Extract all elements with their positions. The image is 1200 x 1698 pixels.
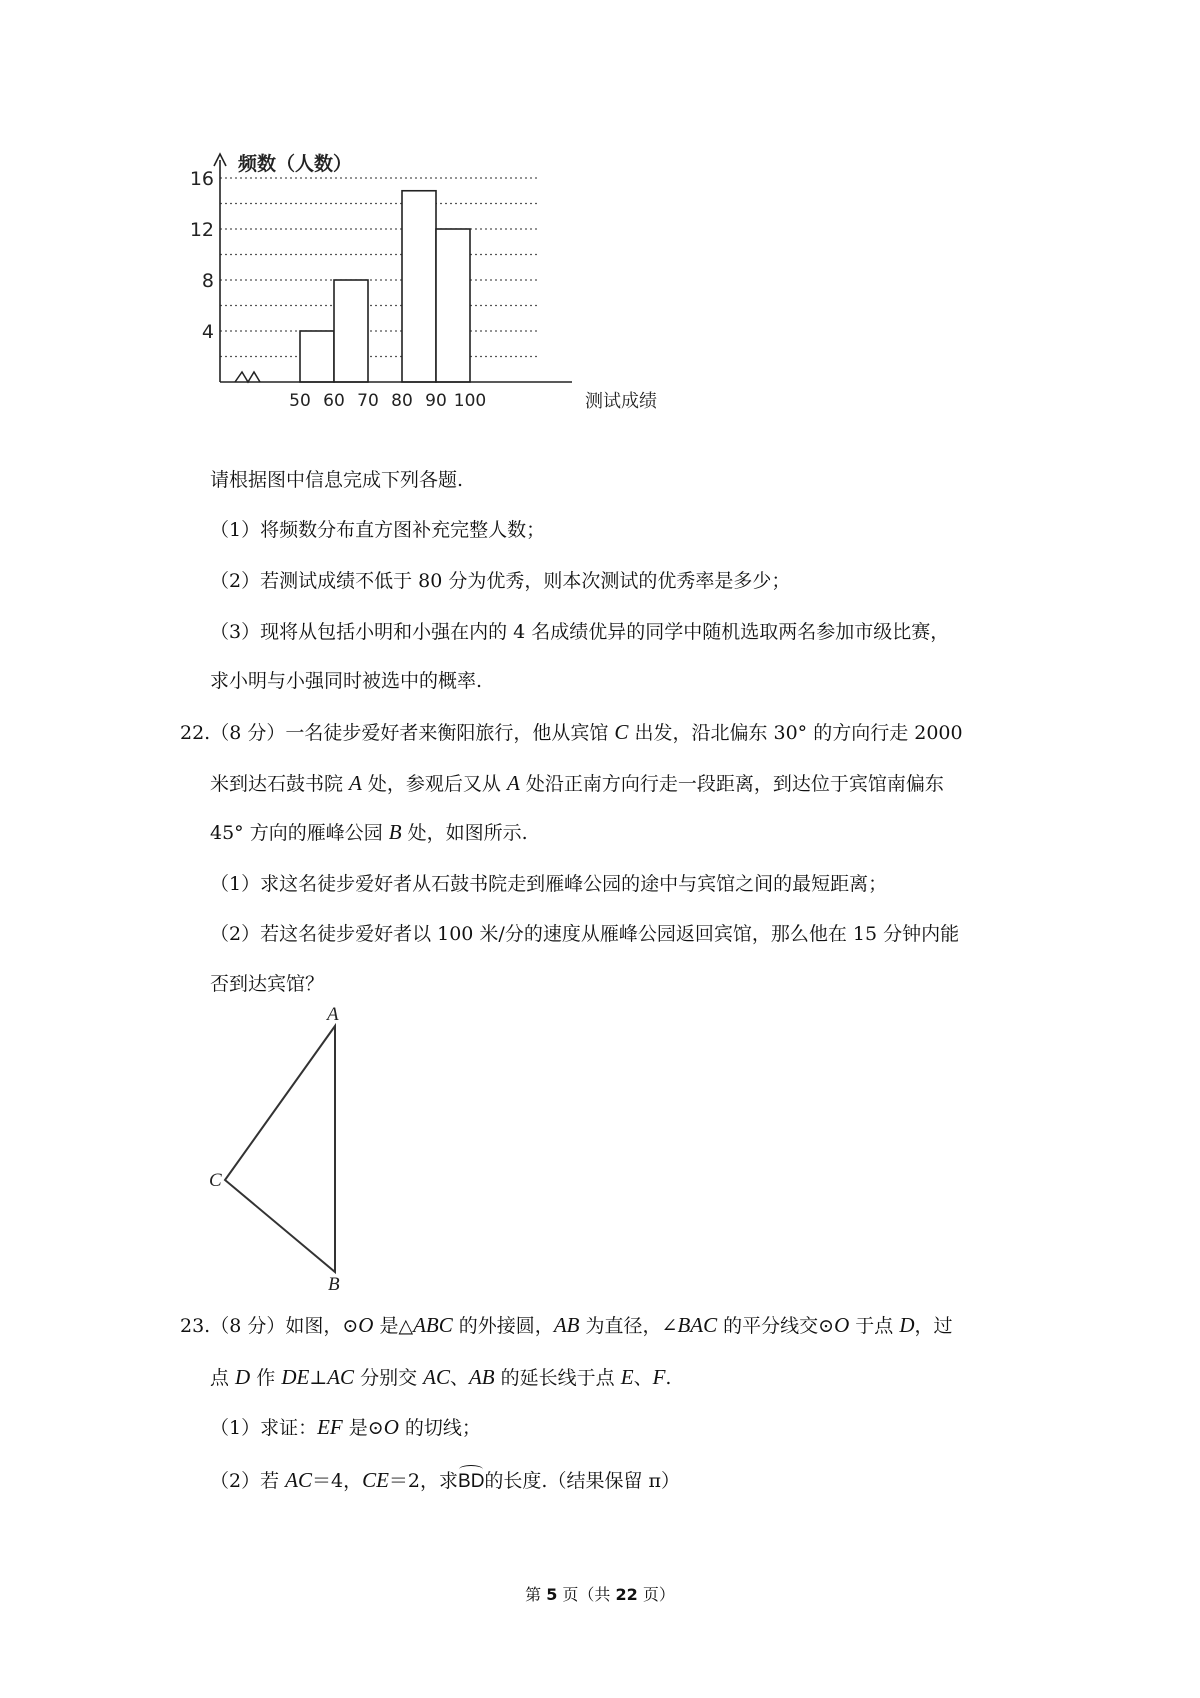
q23-t6: 于点	[849, 1315, 900, 1337]
y-axis-label: 频数（人数）	[238, 153, 353, 175]
q23-l2-t8: .	[665, 1367, 672, 1389]
q23-p1-t3: 的切线；	[398, 1417, 481, 1439]
q23-l2-var-AC2: AC	[423, 1365, 450, 1389]
q23-t2: 是△	[373, 1315, 414, 1337]
q23-p2-t4: 的长度.（结果保留 π）	[484, 1470, 680, 1492]
q22-line3-text-b: 处，如图所示.	[401, 822, 528, 844]
q23-var-O: O	[358, 1313, 374, 1337]
q22-line2	[210, 771, 944, 796]
q23-p2-var-AC: AC	[285, 1468, 312, 1492]
bar-90-100	[436, 229, 470, 382]
q21-part1: （1）将频数分布直方图补充完整人数；	[210, 519, 546, 541]
q23-part2	[210, 1468, 680, 1494]
q23-var-D: D	[899, 1313, 915, 1337]
q23-l2-var-D: D	[235, 1365, 251, 1389]
footer-total-pages: 22	[615, 1585, 638, 1604]
q23-l2-t7: 、	[633, 1367, 653, 1389]
q21-part3-line1: （3）现将从包括小明和小强在内的 4 名成绩优异的同学中随机选取两名参加市级比赛，	[210, 621, 950, 643]
x-tick-labels	[289, 391, 486, 411]
q23-l2-t6: 的延长线于点	[494, 1367, 621, 1389]
q22-line3-text-a: 45° 方向的雁峰公园	[210, 822, 389, 844]
q23-l2-var-DE: DE	[281, 1365, 310, 1389]
q22-line1	[180, 720, 963, 745]
q23-l2-var-F: F	[652, 1365, 666, 1389]
q23-p2-t3: ＝2，求	[388, 1470, 459, 1492]
x-axis-label: 测试成绩	[585, 391, 657, 412]
q23-t1: 23.（8 分）如图，⊙	[180, 1315, 359, 1337]
q22-line2-text-c: 处沿正南方向行走一段距离，到达位于宾馆南偏东	[519, 773, 944, 795]
y-tick-16: 16	[189, 168, 214, 190]
q23-part1	[210, 1415, 481, 1440]
q22-var-A: A	[349, 771, 362, 795]
footer-pre: 第	[525, 1585, 547, 1604]
q22-part2-line2: 否到达宾馆？	[210, 973, 325, 995]
x-tick-90: 90	[425, 391, 447, 411]
q22-line1-text-b: 出发，沿北偏东 30° 的方向行走 2000	[628, 722, 963, 744]
q23-l2-var-E: E	[620, 1365, 634, 1389]
y-tick-4: 4	[201, 321, 214, 343]
q23-l2-var-AB: AB	[468, 1365, 495, 1389]
q23-t4: 为直径，∠	[579, 1315, 678, 1337]
q23-p1-t2: 是⊙	[342, 1417, 384, 1439]
page-footer	[0, 1582, 1200, 1605]
q23-var-AB: AB	[553, 1313, 580, 1337]
arc-bd: BD	[458, 1471, 485, 1492]
q23-l2-t5: 、	[449, 1367, 469, 1389]
q23-p2-t1: （2）若	[210, 1470, 286, 1492]
q22-line3	[210, 820, 528, 845]
chart-axes	[214, 154, 572, 382]
footer-page-number: 5	[546, 1585, 558, 1604]
q23-l2-t2: 作	[250, 1367, 282, 1389]
histogram-chart	[180, 150, 680, 450]
axis-break-zigzag	[235, 372, 260, 382]
q21-intro: 请根据图中信息完成下列各题.	[210, 469, 464, 491]
triangle-figure	[200, 1000, 360, 1290]
q23-line1	[180, 1313, 953, 1338]
q23-p1-t1: （1）求证：	[210, 1417, 318, 1439]
q23-p2-var-CE: CE	[362, 1468, 389, 1492]
x-tick-60: 60	[323, 391, 345, 411]
q23-p2-t2: ＝4，	[311, 1470, 363, 1492]
q23-var-ABC: ABC	[413, 1313, 453, 1337]
q23-l2-t1: 点	[210, 1367, 236, 1389]
q23-p1-var-EF: EF	[317, 1415, 343, 1439]
q23-t3: 的外接圆，	[452, 1315, 554, 1337]
q23-l2-t3: ⊥	[309, 1367, 328, 1389]
triangle-abc	[225, 1026, 335, 1272]
chart-bars	[300, 191, 470, 382]
q23-l2-t4: 分别交	[354, 1367, 424, 1389]
q23-p1-var-O: O	[383, 1415, 399, 1439]
vertex-label-C: C	[209, 1170, 222, 1191]
bar-60-70	[334, 280, 368, 382]
q22-part1: （1）求这名徒步爱好者从石鼓书院走到雁峰公园的途中与宾馆之间的最短距离；	[210, 873, 888, 895]
q23-var-BAC: BAC	[677, 1313, 718, 1337]
x-tick-100: 100	[453, 391, 487, 411]
q23-l2-var-AC: AC	[327, 1365, 355, 1389]
x-tick-70: 70	[357, 391, 379, 411]
q22-line2-text-a: 米到达石鼓书院	[210, 773, 350, 795]
vertex-label-A: A	[327, 1004, 339, 1025]
chart-gridlines	[220, 178, 538, 357]
bar-50-60	[300, 331, 334, 382]
footer-mid: 页（共	[557, 1585, 616, 1604]
q22-var-B: B	[388, 820, 402, 844]
q22-var-A2: A	[506, 771, 520, 795]
x-tick-50: 50	[289, 391, 311, 411]
q22-part2-line1: （2）若这名徒步爱好者以 100 米/分的速度从雁峰公园返回宾馆，那么他在 15 分钟内能	[210, 923, 960, 945]
bar-80-90	[402, 191, 436, 382]
q22-line1-text-a: 22.（8 分）一名徒步爱好者来衡阳旅行，他从宾馆	[180, 722, 615, 744]
y-tick-8: 8	[201, 270, 214, 292]
q23-t7: ，过	[914, 1315, 953, 1337]
q23-t5: 的平分线交⊙	[717, 1315, 835, 1337]
y-tick-12: 12	[189, 219, 214, 241]
q23-line2	[210, 1365, 671, 1390]
q22-var-C: C	[614, 720, 629, 744]
footer-post: 页）	[637, 1585, 675, 1604]
y-tick-labels	[190, 168, 214, 343]
q21-part3-line2: 求小明与小强同时被选中的概率.	[210, 670, 483, 692]
q21-part2: （2）若测试成绩不低于 80 分为优秀，则本次测试的优秀率是多少；	[210, 570, 791, 592]
x-tick-80: 80	[391, 391, 413, 411]
q22-line2-text-b: 处，参观后又从	[361, 773, 507, 795]
vertex-label-B: B	[328, 1274, 340, 1290]
q23-var-O2: O	[834, 1313, 850, 1337]
